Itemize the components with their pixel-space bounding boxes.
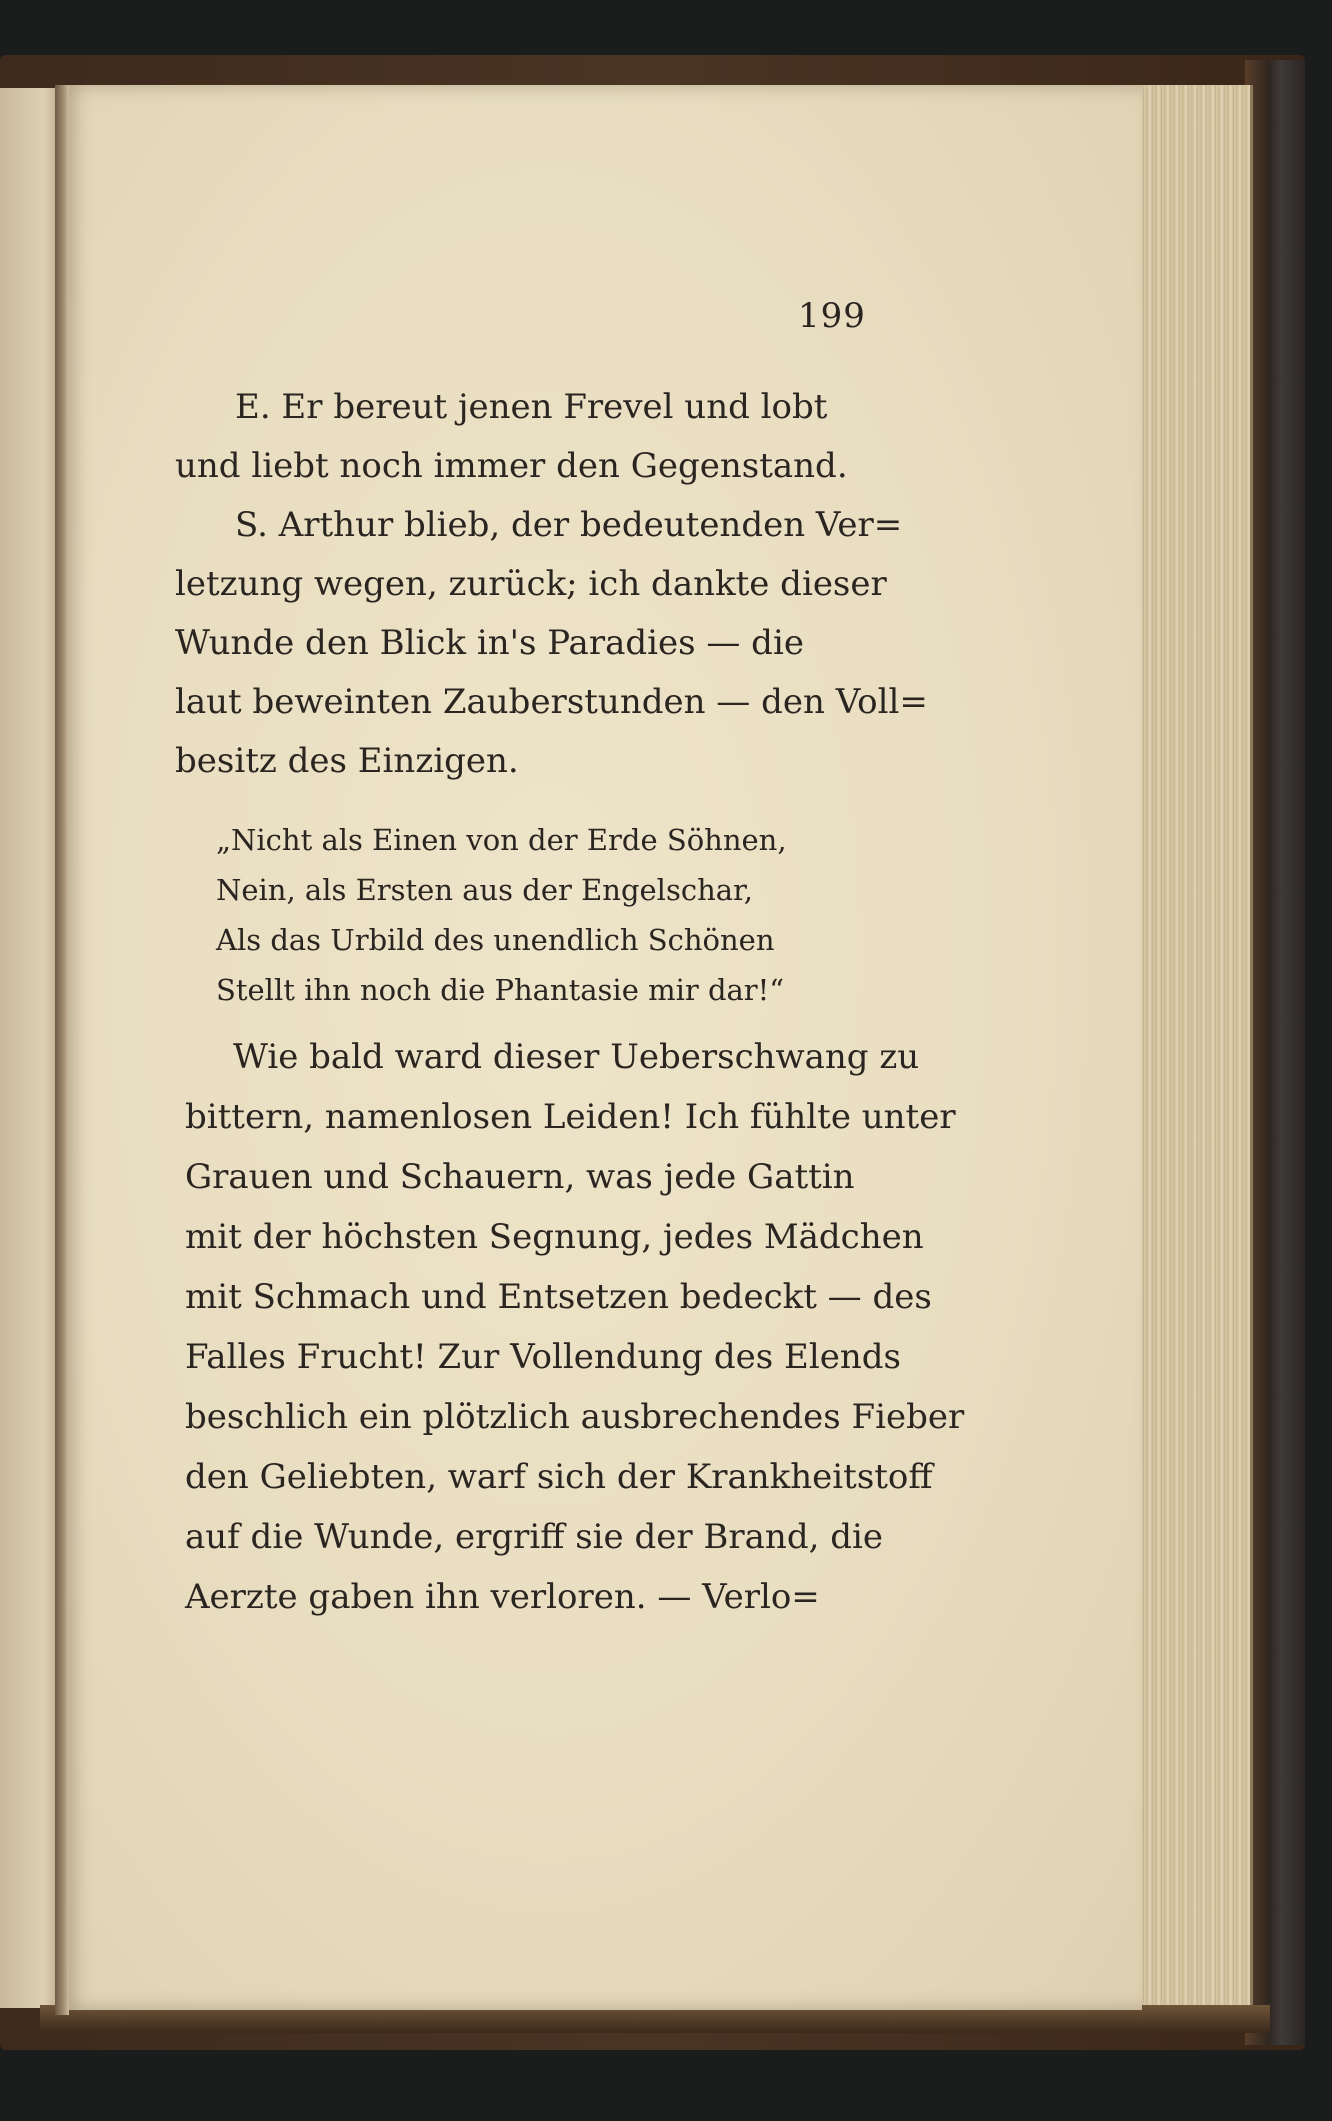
text-line: E. Er bereut jenen Frevel und lobt bbox=[235, 387, 828, 427]
text-line: mit Schmach und Entsetzen bedeckt — des bbox=[185, 1277, 932, 1317]
verse-line: Nein, als Ersten aus der Engelschar, bbox=[216, 873, 753, 907]
verse-line: Stellt ihn noch die Phantasie mir dar!“ bbox=[216, 973, 785, 1007]
text-line: Grauen und Schauern, was jede Gattin bbox=[185, 1157, 855, 1197]
facing-page-edge bbox=[0, 88, 62, 2008]
text-line: Falles Frucht! Zur Vollendung des Elends bbox=[185, 1337, 901, 1377]
text-line: Aerzte gaben ihn verloren. — Verlo= bbox=[185, 1577, 820, 1617]
page-block-edges bbox=[1135, 85, 1253, 2015]
verse-line: „Nicht als Einen von der Erde Söhnen, bbox=[216, 823, 787, 857]
text-line: letzung wegen, zurück; ich dankte dieser bbox=[175, 564, 887, 604]
text-line: laut beweinten Zauberstunden — den Voll= bbox=[175, 682, 928, 722]
text-line: und liebt noch immer den Gegenstand. bbox=[175, 446, 848, 486]
dialogue-block bbox=[175, 378, 928, 791]
text-line: Wie bald ward dieser Ueberschwang zu bbox=[233, 1037, 920, 1077]
gutter-shadow bbox=[55, 85, 69, 2015]
page-number: 199 bbox=[798, 296, 866, 336]
poem-quote bbox=[216, 815, 856, 1015]
text-line: Wunde den Blick in's Paradies — die bbox=[175, 623, 804, 663]
text-line: besitz des Einzigen. bbox=[175, 741, 519, 781]
cover-spine-edge bbox=[1245, 60, 1305, 2045]
text-line: auf die Wunde, ergriff sie der Brand, die bbox=[185, 1517, 883, 1557]
text-line: beschlich ein plötzlich ausbrechendes Fieber bbox=[185, 1397, 965, 1437]
text-line: S. Arthur blieb, der bedeutenden Ver= bbox=[235, 505, 903, 545]
text-line: bittern, namenlosen Leiden! Ich fühlte unter bbox=[185, 1097, 956, 1137]
narrative-paragraph bbox=[185, 1027, 965, 1627]
text-line: mit der höchsten Segnung, jedes Mädchen bbox=[185, 1217, 924, 1257]
text-line: den Geliebten, warf sich der Krankheitstoff bbox=[185, 1457, 933, 1497]
verse-line: Als das Urbild des unendlich Schönen bbox=[216, 923, 775, 957]
